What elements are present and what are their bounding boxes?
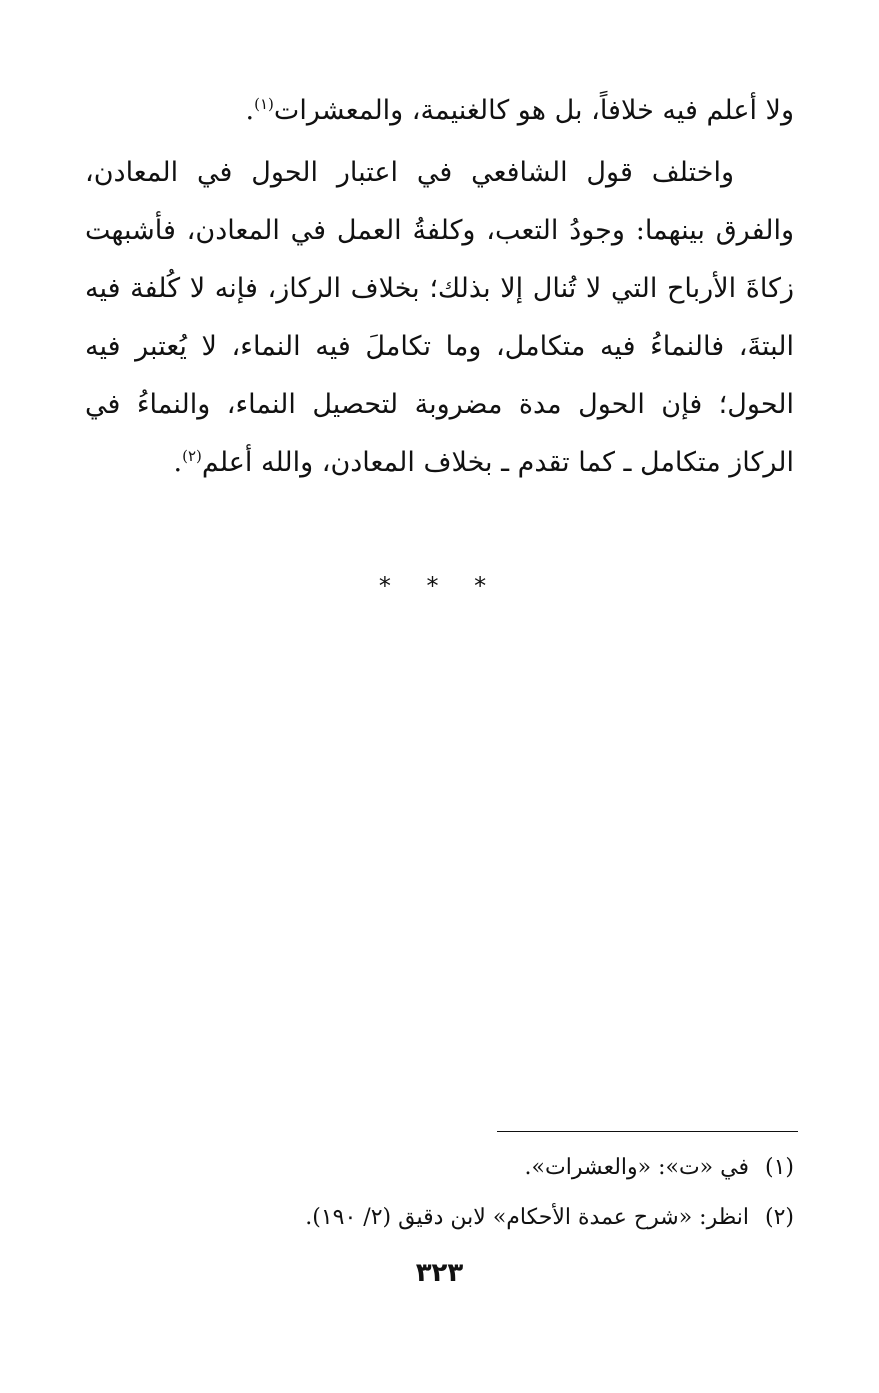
footnote-1-text: في «ت»: «والعشرات». — [524, 1155, 749, 1180]
footnote-1 — [85, 1143, 794, 1193]
footnote-ref-2: (٢) — [182, 447, 202, 465]
paragraph-1 — [85, 82, 794, 140]
paragraph-1-text: ولا أعلم فيه خلافاً، بل هو كالغنيمة، والمعشرات — [273, 95, 794, 126]
footnote-2-number: (٢) — [764, 1205, 794, 1230]
section-separator: * * * — [378, 572, 501, 600]
page-number: ٣٢٣ — [415, 1258, 464, 1288]
footnote-2-text: انظر: «شرح عمدة الأحكام» لابن دقيق (٢/ ١٩٠). — [305, 1205, 749, 1230]
paragraph-2 — [85, 144, 794, 492]
footnote-ref-1: (١) — [254, 95, 274, 113]
main-text — [85, 82, 794, 492]
paragraph-2-end: . — [173, 447, 183, 478]
footnote-2 — [85, 1193, 794, 1243]
paragraph-2-text: واختلف قول الشافعي في اعتبار الحول في المعادن، والفرق بينهما: وجودُ التعب، وكلفةُ العمل في المعادن، فأشبهت زكاةَ الأرباح التي لا تُنال إلا بذلك؛ بخلاف الركاز، فإنه لا كُلفة فيه البتةَ، فالنماءُ فيه متكامل، وما تكاملَ فيه النماء، لا يُعتبر فيه الحول؛ فإن الحول مدة مضروبة لتحصيل النماء، والنماءُ في الركاز متكامل ـ كما تقدم ـ بخلاف المعادن، والله أعلم — [85, 157, 794, 478]
footnote-divider — [497, 1131, 798, 1132]
footnotes — [85, 1143, 794, 1243]
footnote-1-number: (١) — [764, 1155, 794, 1180]
paragraph-1-end: . — [245, 95, 255, 126]
